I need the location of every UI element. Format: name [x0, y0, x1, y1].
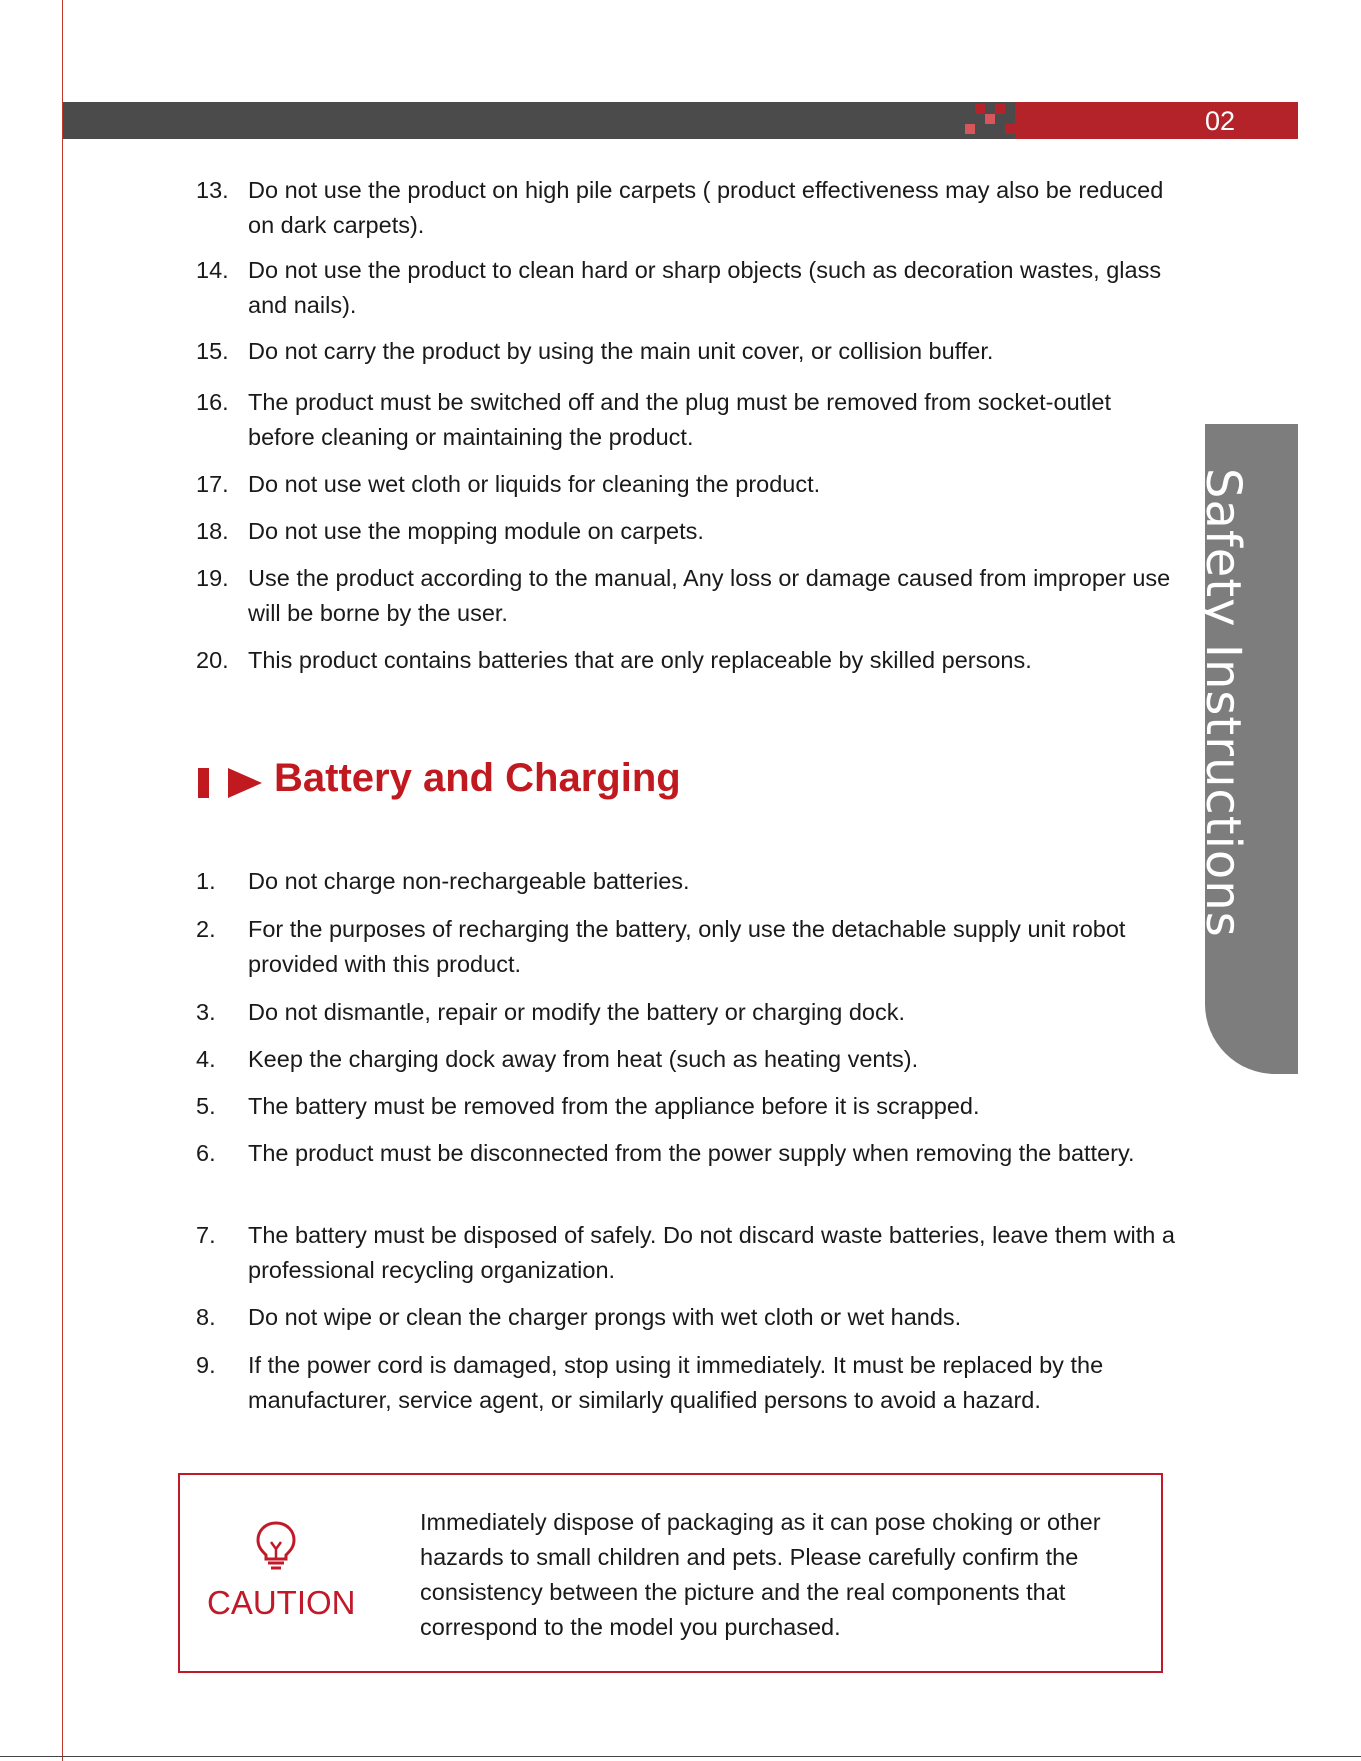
page-number: 02: [1204, 106, 1236, 136]
item-text: Do not wipe or clean the charger prongs with wet cloth or wet hands.: [248, 1304, 962, 1330]
item-number: 3.: [196, 999, 216, 1025]
heading-bar-icon: [198, 768, 209, 798]
item-number: 19.: [196, 565, 229, 591]
item-number: 5.: [196, 1093, 216, 1119]
left-margin-rule: [62, 0, 63, 1761]
item-number: 18.: [196, 518, 229, 544]
header-pixel-decoration: [975, 104, 985, 114]
header-pixel-decoration: [965, 124, 975, 134]
item-number: 8.: [196, 1304, 216, 1330]
item-text: This product contains batteries that are only replaceable by skilled persons.: [248, 647, 1032, 673]
section-title: Battery and Charging: [274, 756, 681, 800]
item-text: If the power cord is damaged, stop using it immediately. It must be replaced by the manufacturer, service agent, or similarly qualified persons to avoid a hazard.: [248, 1352, 1104, 1413]
item-text: Keep the charging dock away from heat (such as heating vents).: [248, 1046, 919, 1072]
item-number: 4.: [196, 1046, 216, 1072]
item-text: Do not dismantle, repair or modify the battery or charging dock.: [248, 999, 906, 1025]
header-pixel-decoration: [985, 114, 995, 124]
item-text: The product must be disconnected from the power supply when removing the battery.: [248, 1140, 1135, 1166]
side-tab-label: Safety Instructions: [1195, 468, 1251, 938]
bottom-rule: [0, 1756, 1361, 1757]
item-text: Do not use the product on high pile carpets ( product effectiveness may also be reduced on dark carpets).: [248, 177, 1164, 238]
item-text: Do not carry the product by using the main unit cover, or collision buffer.: [248, 338, 994, 364]
item-text: Do not use wet cloth or liquids for cleaning the product.: [248, 471, 821, 497]
lightbulb-icon: [253, 1520, 299, 1570]
item-number: 6.: [196, 1140, 216, 1166]
header-pixel-decoration: [995, 104, 1005, 114]
item-text: The battery must be disposed of safely. Do not discard waste batteries, leave them with a professional recycling organization.: [248, 1222, 1175, 1283]
item-text: Do not use the product to clean hard or sharp objects (such as decoration wastes, glass and nails).: [248, 257, 1162, 318]
item-text: The product must be switched off and the plug must be removed from socket-outlet before cleaning or maintaining the product.: [248, 389, 1111, 450]
caution-label: CAUTION: [207, 1584, 356, 1621]
item-number: 9.: [196, 1352, 216, 1378]
item-text: Use the product according to the manual, Any loss or damage caused from improper use will be borne by the user.: [248, 565, 1171, 626]
item-text: For the purposes of recharging the battery, only use the detachable supply unit robot provided with this product.: [248, 916, 1126, 977]
item-number: 16.: [196, 389, 229, 415]
item-number: 2.: [196, 916, 216, 942]
item-text: Do not charge non-rechargeable batteries.: [248, 868, 690, 894]
item-number: 14.: [196, 257, 229, 283]
item-number: 7.: [196, 1222, 216, 1248]
item-number: 13.: [196, 177, 229, 203]
heading-arrow-icon: [228, 768, 262, 798]
item-text: The battery must be removed from the appliance before it is scrapped.: [248, 1093, 980, 1119]
item-number: 17.: [196, 471, 229, 497]
item-text: Do not use the mopping module on carpets.: [248, 518, 704, 544]
header-pixel-decoration: [1005, 124, 1015, 134]
item-number: 15.: [196, 338, 229, 364]
item-number: 20.: [196, 647, 229, 673]
item-number: 1.: [196, 868, 216, 894]
caution-text: Immediately dispose of packaging as it can pose choking or other hazards to small children and pets. Please carefully confirm the consistency between the picture and the real components that correspond to the model you purchased.: [420, 1509, 1101, 1640]
